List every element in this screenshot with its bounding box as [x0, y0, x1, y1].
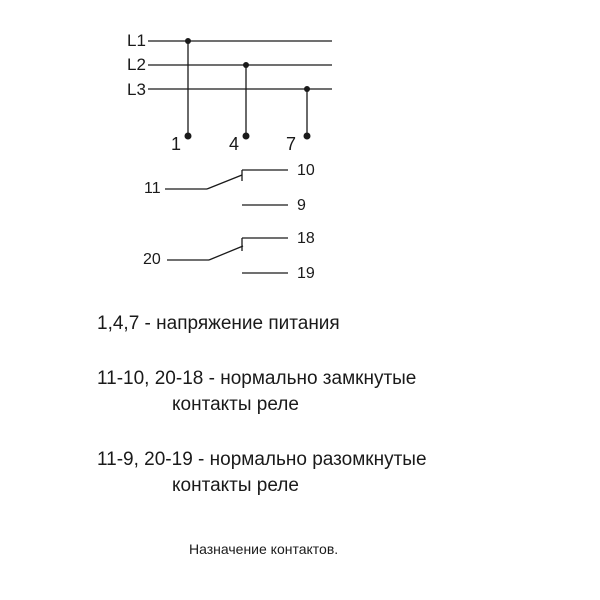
relay-contact-2 — [143, 230, 315, 282]
legend-nc-contacts-cont: контакты реле — [172, 394, 299, 415]
legend-no-contacts-cont: контакты реле — [172, 475, 299, 496]
relay2-common-label: 20 — [143, 251, 161, 268]
terminal-label-4: 4 — [229, 134, 240, 154]
relay1-common-label: 11 — [144, 180, 161, 197]
terminal-drops — [171, 38, 311, 154]
phase-label-l2: L2 — [127, 55, 146, 74]
relay-contact-1 — [144, 162, 315, 214]
terminal-label-1: 1 — [171, 134, 182, 154]
legend-no-contacts: 11-9, 20-19 - нормально разомкнутые — [97, 449, 427, 470]
relay2-nc-label: 18 — [297, 230, 315, 247]
terminal-label-7: 7 — [286, 134, 297, 154]
relay1-nc-label: 10 — [297, 162, 315, 179]
relay2-no-label: 19 — [297, 265, 315, 282]
terminal-dot-7 — [304, 133, 311, 140]
terminal-dot-1 — [185, 133, 192, 140]
terminal-dot-4 — [243, 133, 250, 140]
phase-label-l3: L3 — [127, 80, 146, 99]
legend-nc-contacts: 11-10, 20-18 - нормально замкнутые — [97, 368, 417, 389]
relay1-switch-arm — [207, 175, 242, 189]
legend-supply-voltage: 1,4,7 - напряжение питания — [97, 313, 340, 334]
phase-label-l1: L1 — [127, 31, 146, 50]
relay2-switch-arm — [209, 246, 243, 260]
phase-lines — [127, 31, 332, 99]
figure-caption: Назначение контактов. — [189, 541, 339, 557]
relay1-no-label: 9 — [297, 197, 306, 214]
